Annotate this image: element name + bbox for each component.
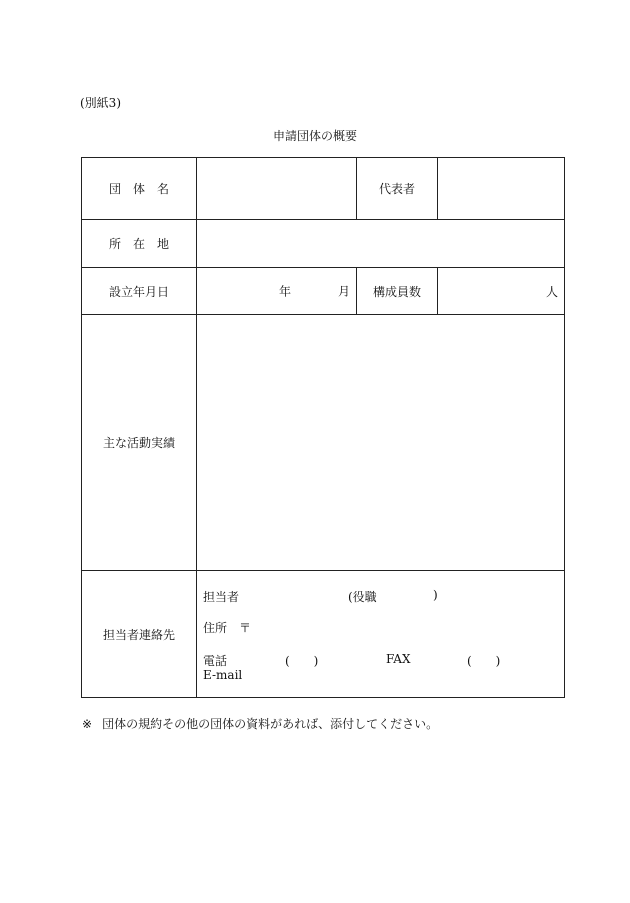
representative-label: 代表者 <box>357 158 438 220</box>
members-unit: 人 <box>545 284 558 299</box>
application-form-table <box>81 157 565 698</box>
month-unit: 月 <box>337 284 350 299</box>
contact-fax-paren: ( ) <box>467 654 501 668</box>
members-label: 構成員数 <box>357 268 438 315</box>
address-row <box>82 220 565 268</box>
contact-label: 担当者連絡先 <box>82 571 197 698</box>
note-text: 団体の規約その他の団体の資料があれば、添付してください。 <box>102 717 439 731</box>
document-title: 申請団体の概要 <box>272 129 357 143</box>
activities-field[interactable] <box>197 315 565 571</box>
contact-row <box>82 571 565 698</box>
year-unit: 年 <box>279 284 292 299</box>
note-mark: ※ <box>82 717 93 731</box>
attachment-note <box>82 715 438 732</box>
founded-date-field[interactable] <box>197 268 357 315</box>
contact-fax-label: FAX <box>386 652 411 666</box>
contact-address-label: 住所 〒 <box>203 621 252 635</box>
founded-row <box>82 268 565 315</box>
address-label: 所在地 <box>82 220 197 268</box>
attachment-label: (別紙3) <box>80 96 121 110</box>
members-count-field[interactable] <box>438 268 565 315</box>
contact-phone-paren: ( ) <box>285 654 319 668</box>
contact-person-label: 担当者 <box>203 590 240 604</box>
activities-label: 主な活動実績 <box>82 315 197 571</box>
activities-row <box>82 315 565 571</box>
group-name-label: 団体名 <box>82 158 197 220</box>
founded-label: 設立年月日 <box>82 268 197 315</box>
contact-phone-label: 電話 <box>203 654 228 668</box>
group-name-row <box>82 158 565 220</box>
contact-email-label: E-mail <box>203 668 243 682</box>
contact-position-close: ) <box>433 588 438 602</box>
contact-position-label: (役職 <box>348 590 377 604</box>
group-name-field[interactable] <box>197 158 357 220</box>
contact-field[interactable] <box>197 571 565 698</box>
representative-field[interactable] <box>438 158 565 220</box>
address-field[interactable] <box>197 220 565 268</box>
